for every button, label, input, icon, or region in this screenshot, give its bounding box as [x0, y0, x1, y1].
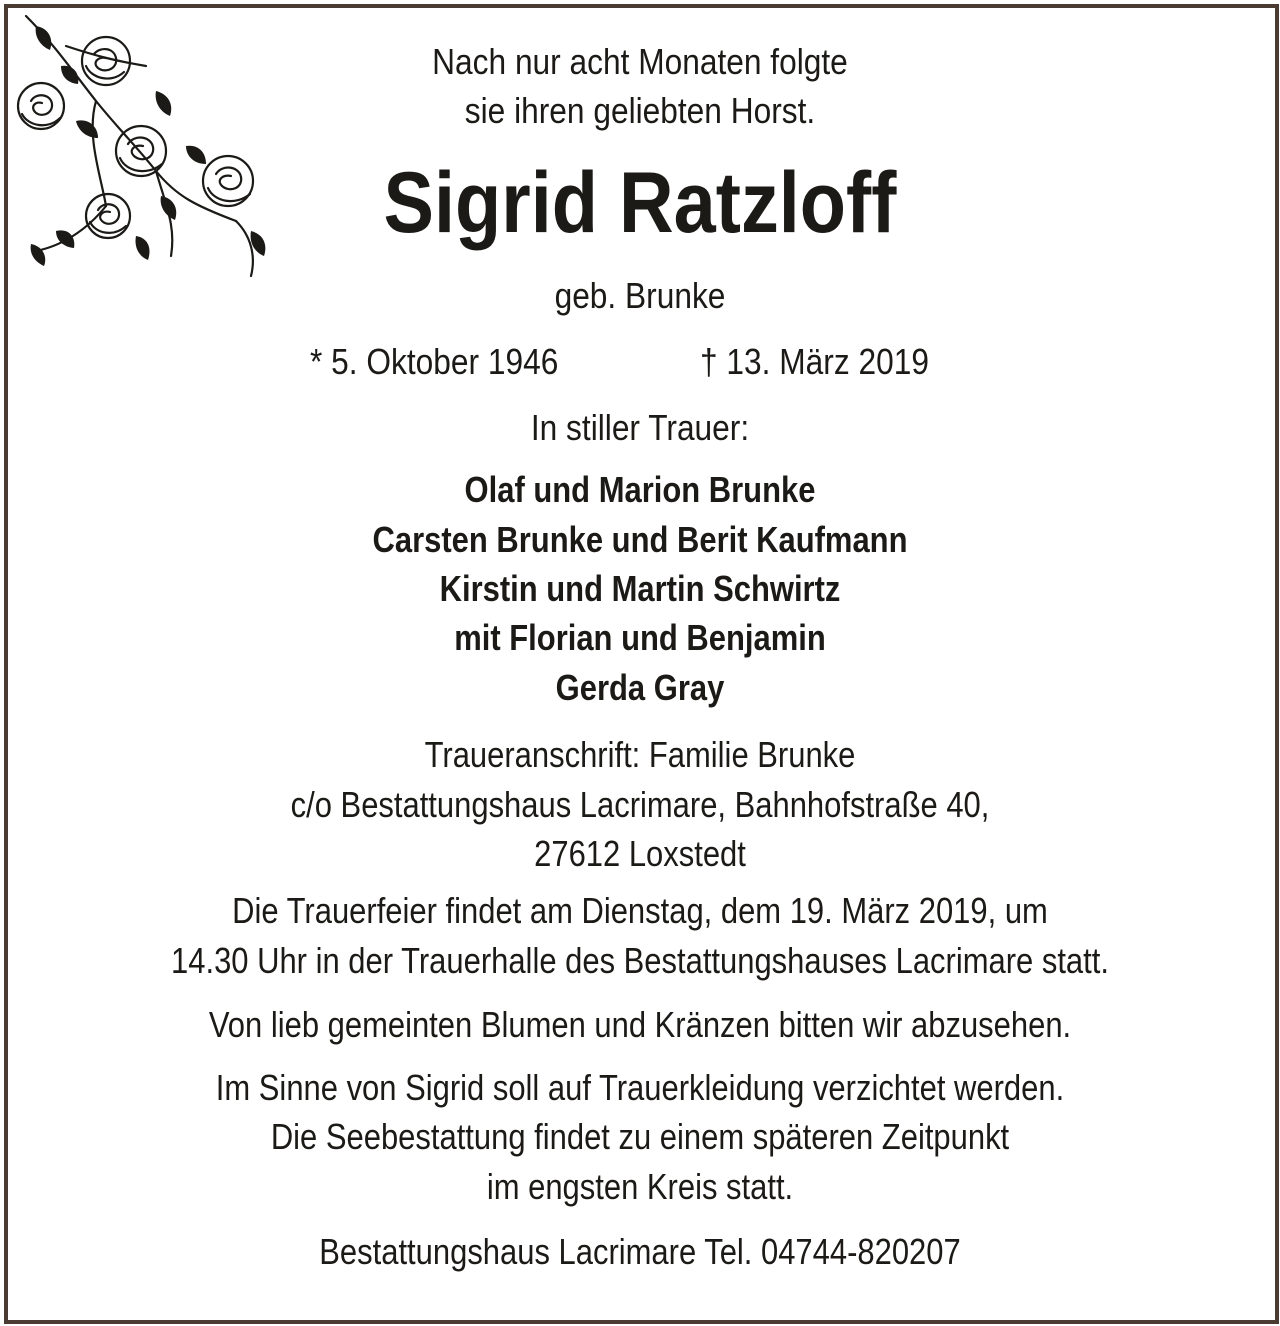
flowers-note: Von lieb gemeinten Blumen und Kränzen bitten wir abzusehen. — [208, 1004, 1072, 1045]
deceased-name: Sigrid Ratzloff — [383, 155, 897, 251]
dress-note-line-1: Im Sinne von Sigrid soll auf Trauerkleidung verzichtet werden. — [215, 1067, 1065, 1108]
mourner-1: Olaf und Marion Brunke — [464, 469, 816, 510]
intro-line-1: Nach nur acht Monaten folgte — [432, 41, 848, 82]
dress-note-line-3: im engsten Kreis statt. — [486, 1166, 794, 1207]
address-line-1: Traueranschrift: Familie Brunke — [424, 734, 856, 775]
death-date: † 13. März 2019 — [700, 341, 929, 382]
mourner-4: mit Florian und Benjamin — [454, 617, 826, 658]
mourner-5: Gerda Gray — [555, 667, 725, 708]
ceremony-line-1: Die Trauerfeier findet am Dienstag, dem 19. März 2019, um — [232, 890, 1048, 931]
address-line-3: 27612 Loxstedt — [534, 833, 746, 874]
birth-date: * 5. Oktober 1946 — [310, 341, 559, 382]
mourner-2: Carsten Brunke und Berit Kaufmann — [372, 519, 908, 560]
birth-name: geb. Brunke — [554, 275, 726, 316]
ceremony-line-2: 14.30 Uhr in der Trauerhalle des Bestattungshauses Lacrimare statt. — [171, 940, 1109, 981]
life-dates — [0, 341, 1280, 385]
mourner-3: Kirstin und Martin Schwirtz — [439, 568, 841, 609]
funeral-home-contact: Bestattungshaus Lacrimare Tel. 04744-820207 — [319, 1231, 961, 1272]
address-line-2: c/o Bestattungshaus Lacrimare, Bahnhofstraße 40, — [290, 784, 990, 825]
mourning-heading: In stiller Trauer: — [530, 407, 750, 448]
intro-line-2: sie ihren geliebten Horst. — [464, 90, 816, 131]
dress-note-line-2: Die Seebestattung findet zu einem späteren Zeitpunkt — [270, 1116, 1010, 1157]
